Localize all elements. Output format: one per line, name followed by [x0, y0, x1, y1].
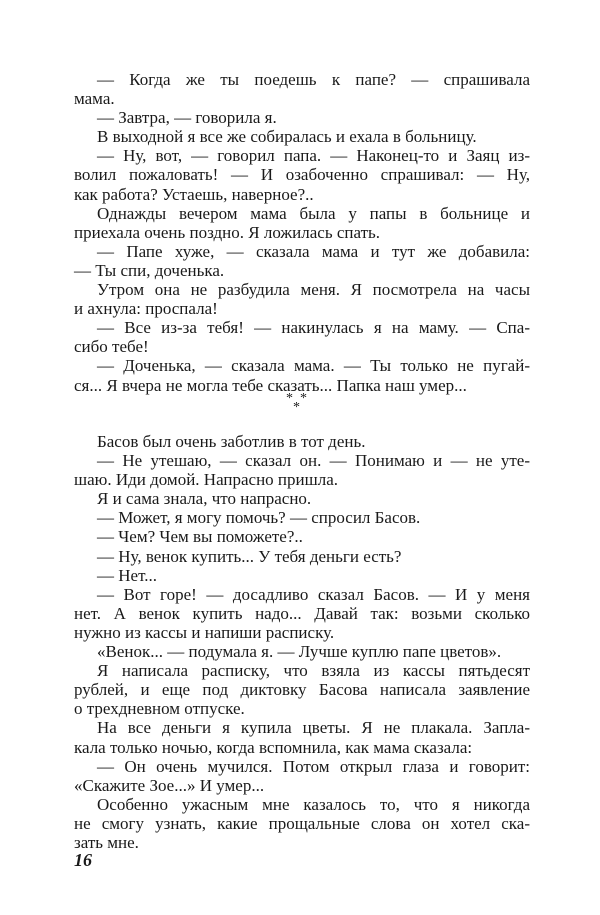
- paragraph: [74, 566, 530, 585]
- text-line: — Может, я могу помочь? — спросил Басов.: [97, 508, 421, 528]
- text-line: кала только ночью, когда вспомнила, как мама сказала:: [74, 737, 473, 757]
- text-line: На все деньги я купила цветы. Я не плакала. Запла-: [97, 718, 530, 738]
- asterisk: *: [300, 391, 307, 406]
- text-line: — Ну, венок купить... У тебя деньги есть?: [97, 546, 402, 566]
- paragraph: [74, 242, 530, 280]
- paragraph: [74, 70, 530, 108]
- text-line: не смогу узнать, какие прощальные слова он хотел ска-: [74, 813, 530, 833]
- paragraph: [74, 718, 530, 756]
- paragraph: [74, 451, 530, 489]
- text-line: Однажды вечером мама была у папы в больнице и: [97, 203, 530, 223]
- text-line: нужно из кассы и напиши расписку.: [74, 622, 335, 642]
- text-line: Утром она не разбудила меня. Я посмотрела на часы: [97, 280, 530, 300]
- text-line: как работа? Устаешь, наверное?..: [74, 184, 314, 204]
- text-line: — Папе хуже, — сказала мама и тут же добавила:: [97, 241, 530, 261]
- text-line: — Доченька, — сказала мама. — Ты только не пугай-: [97, 356, 530, 376]
- paragraph: [74, 127, 530, 146]
- text-line: — Завтра, — говорила я.: [97, 108, 277, 128]
- text-line: — Когда же ты поедешь к папе? — спрашивала: [97, 70, 530, 89]
- text-line: о трехдневном отпуске.: [74, 699, 245, 719]
- paragraph: [74, 280, 530, 318]
- paragraph: [74, 108, 530, 127]
- text-line: сибо тебе!: [74, 337, 149, 357]
- text-line: «Венок... — подумала я. — Лучше куплю папе цветов».: [97, 642, 502, 662]
- paragraph: [74, 356, 530, 394]
- text-line: — Не утешаю, — сказал он. — Понимаю и — не уте-: [97, 451, 530, 471]
- page-number: 16: [74, 850, 92, 870]
- text-line: шаю. Иди домой. Напрасно пришла.: [74, 470, 338, 490]
- paragraph: [74, 795, 530, 852]
- paragraph: [74, 432, 530, 451]
- text-line: и ахнула: проспала!: [74, 299, 218, 319]
- paragraph: [74, 489, 530, 508]
- paragraph: [74, 585, 530, 642]
- paragraph: [74, 642, 530, 661]
- text-line: — Ты спи, доченька.: [74, 260, 225, 280]
- text-line: — Вот горе! — досадливо сказал Басов. — И у меня: [97, 584, 530, 604]
- text-line: нет. А венок купить надо... Давай так: возьми сколько: [74, 603, 530, 623]
- text-block-after-break: [74, 432, 530, 852]
- section-break-asterism: [286, 392, 316, 418]
- text-line: Я написала расписку, что взяла из кассы пятьдесят: [97, 661, 530, 681]
- paragraph: [74, 527, 530, 546]
- paragraph: [74, 508, 530, 527]
- text-line: В выходной я все же собиралась и ехала в больницу.: [97, 127, 477, 147]
- text-line: ся... Я вчера не могла тебе сказать... Папка наш умер...: [74, 375, 467, 395]
- text-line: — Нет...: [97, 565, 157, 585]
- paragraph: [74, 757, 530, 795]
- text-line: — Ну, вот, — говорил папа. — Наконец-то и Заяц из-: [97, 146, 530, 166]
- text-line: — Чем? Чем вы поможете?..: [97, 527, 303, 547]
- text-line: рублей, и еще под диктовку Басова написала заявление: [74, 680, 530, 700]
- text-line: Я и сама знала, что напрасно.: [97, 489, 312, 509]
- text-line: «Скажите Зое...» И умер...: [74, 775, 265, 795]
- text-line: Особенно ужасным мне казалось то, что я никогда: [97, 794, 530, 814]
- text-line: приехала очень поздно. Я ложилась спать.: [74, 222, 381, 242]
- text-line: — Все из-за тебя! — накинулась я на маму. — Спа-: [97, 318, 530, 338]
- paragraph: [74, 318, 530, 356]
- text-line: волил пожаловать! — И озабоченно спрашивал: — Ну,: [74, 165, 530, 185]
- paragraph: [74, 146, 530, 203]
- paragraph: [74, 547, 530, 566]
- paragraph: [74, 661, 530, 718]
- text-line: — Он очень мучился. Потом открыл глаза и говорит:: [97, 756, 530, 776]
- text-block-before-break: [74, 70, 530, 395]
- asterisk: *: [286, 391, 293, 406]
- paragraph: [74, 204, 530, 242]
- text-line: мама.: [74, 89, 115, 109]
- asterisk: *: [293, 400, 300, 415]
- text-line: зать мне.: [74, 832, 139, 852]
- text-line: Басов был очень заботлив в тот день.: [97, 432, 366, 451]
